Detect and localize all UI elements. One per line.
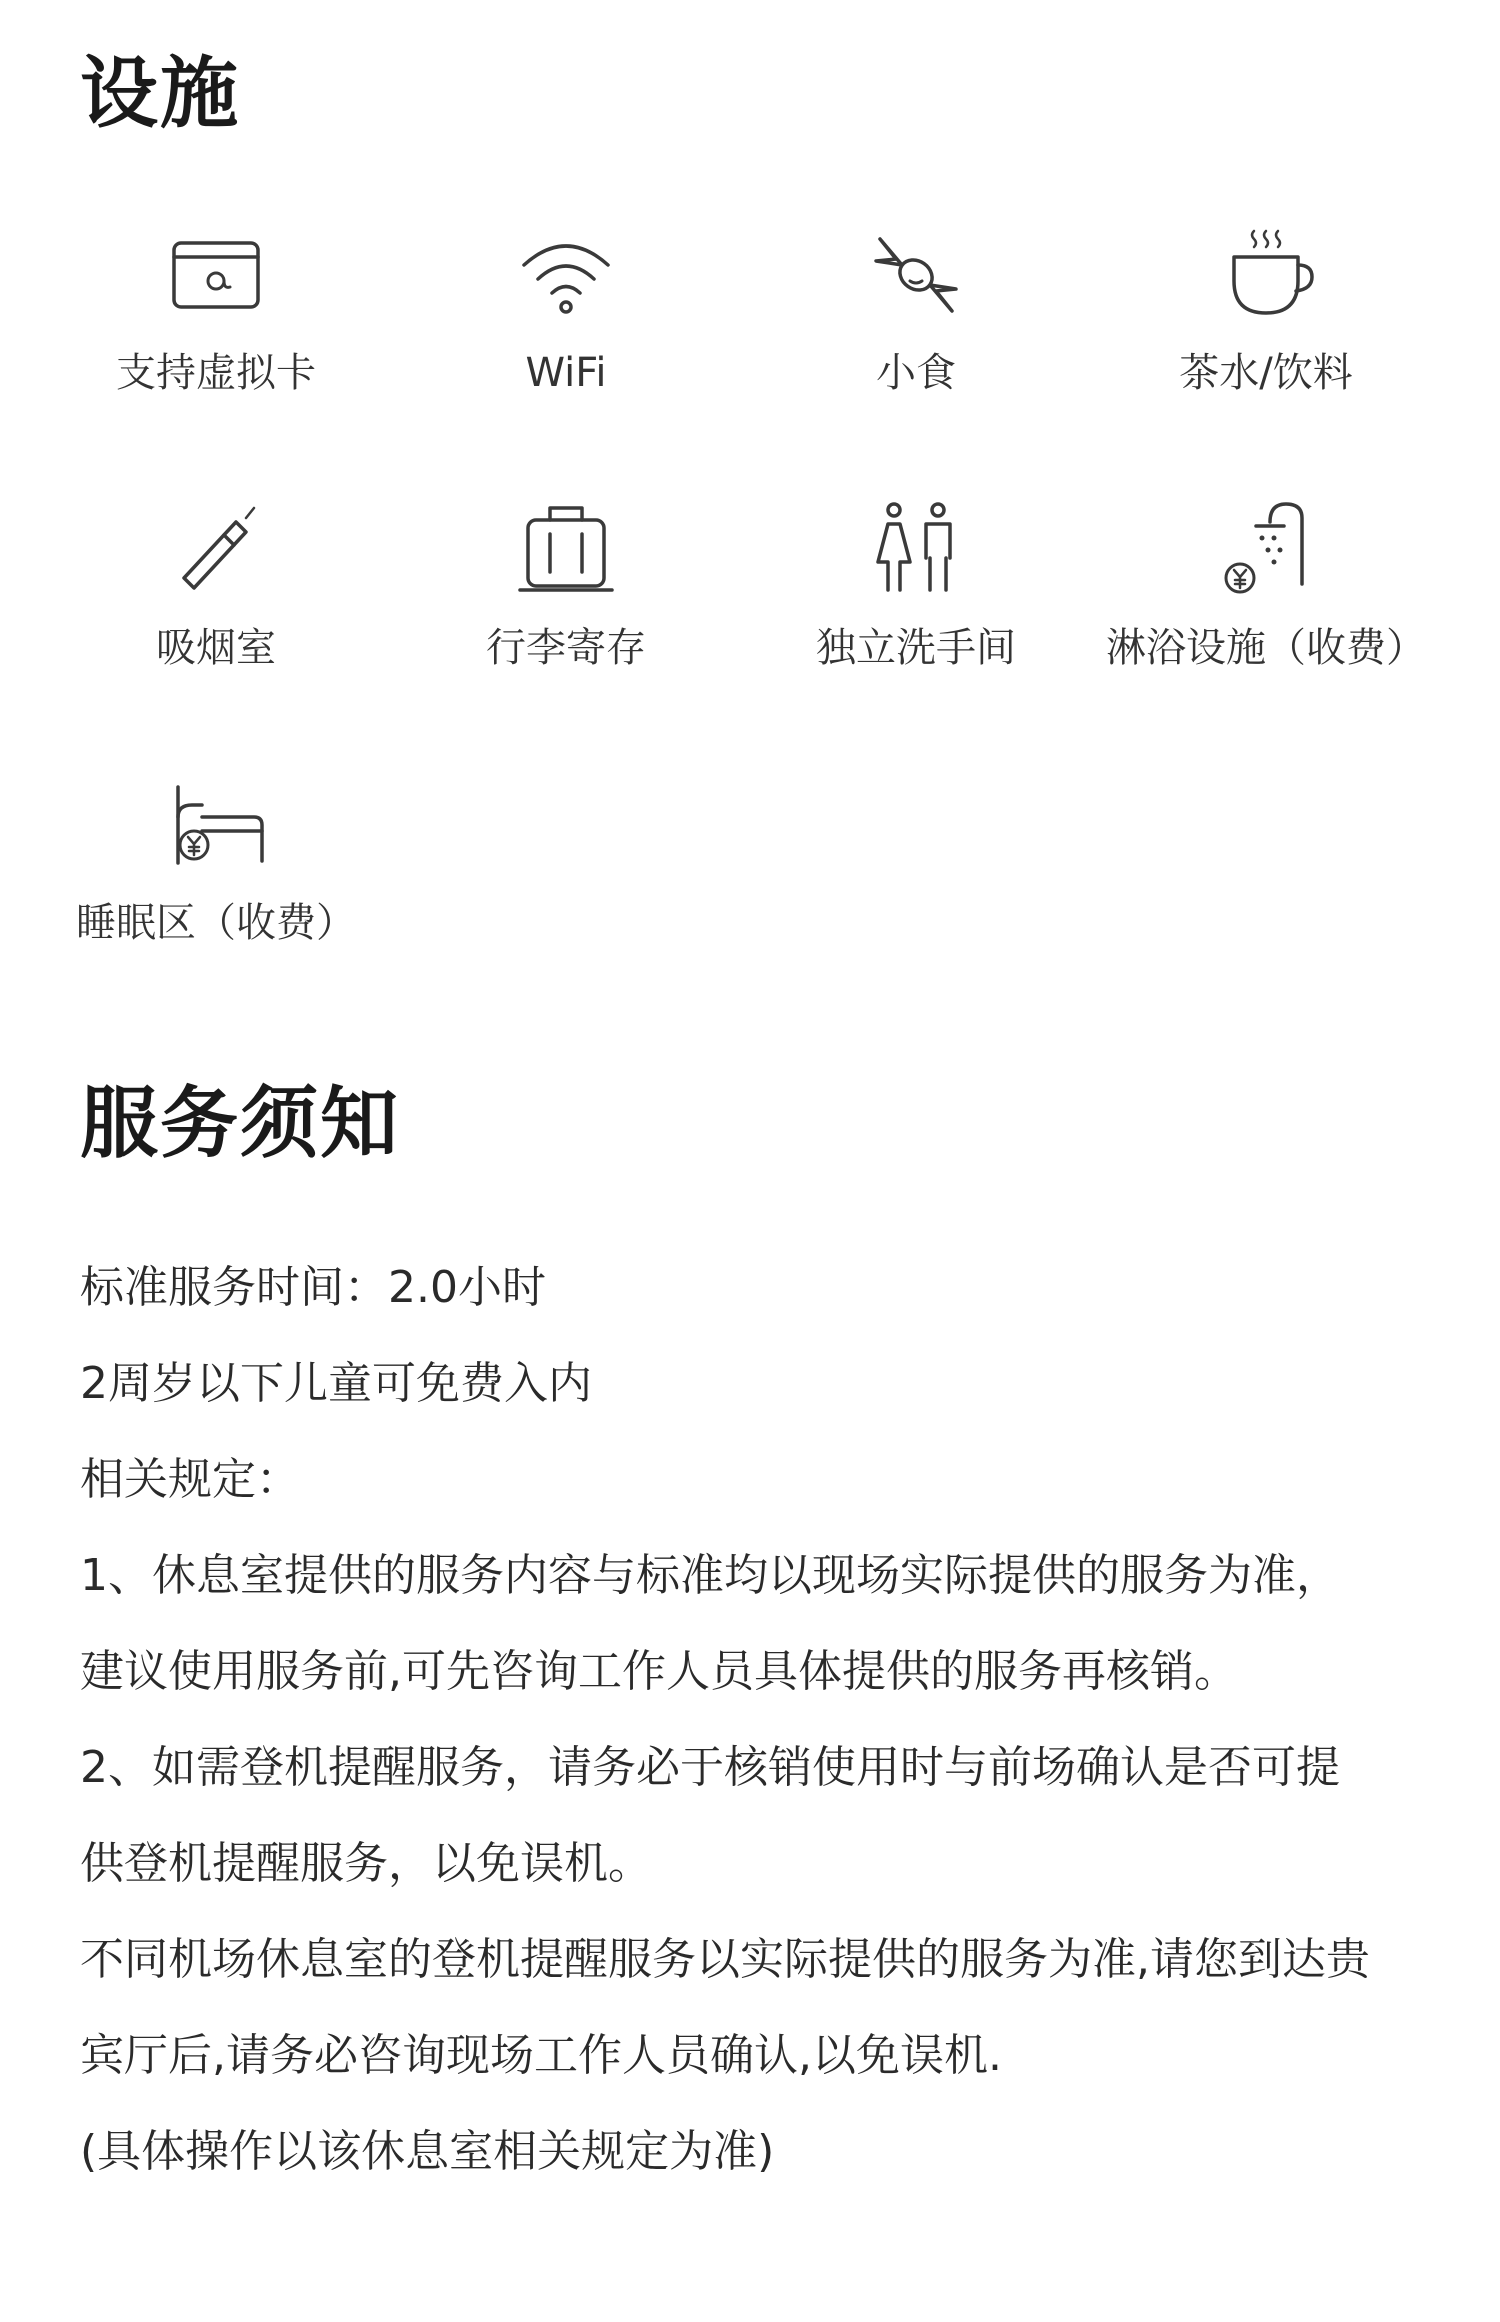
facility-label: 行李寄存	[486, 625, 646, 671]
restroom-icon	[866, 500, 966, 600]
cigarette-icon	[166, 500, 266, 600]
luggage-icon	[516, 500, 616, 600]
facility-tea	[1090, 225, 1442, 397]
service-notice-title: 服务须知	[80, 1079, 401, 1169]
snack-candy-icon	[866, 225, 966, 325]
facility-luggage	[390, 500, 742, 672]
facility-label: WiFi	[525, 350, 607, 396]
tea-cup-icon	[1216, 225, 1316, 325]
facility-label: 睡眠区（收费）	[76, 900, 356, 946]
facility-restroom	[740, 500, 1092, 672]
notice-rule-2: 2、如需登机提醒服务，请务必于核销使用时与前场确认是否可提供登机提醒服务，以免误机。	[80, 1742, 1340, 1889]
facility-wifi	[390, 225, 742, 397]
facility-label: 淋浴设施（收费）	[1106, 625, 1426, 671]
notice-service-time: 标准服务时间：2.0小时	[80, 1262, 546, 1313]
facility-label: 独立洗手间	[816, 625, 1016, 671]
facility-sleep-area	[40, 775, 392, 947]
wifi-icon	[516, 225, 616, 325]
facility-label: 支持虚拟卡	[116, 350, 316, 396]
facility-snack	[740, 225, 1092, 397]
virtual-card-icon	[166, 225, 266, 325]
facility-shower	[1090, 500, 1442, 672]
notice-rules-heading: 相关规定：	[80, 1454, 300, 1505]
notice-rule-1: 1、休息室提供的服务内容与标准均以现场实际提供的服务为准，建议使用服务前,可先咨询工作人员具体提供的服务再核销。	[80, 1550, 1340, 1697]
facility-label: 茶水/饮料	[1179, 350, 1353, 396]
bed-paid-icon	[166, 775, 266, 875]
facility-label: 吸烟室	[156, 625, 276, 671]
notice-children-free: 2周岁以下儿童可免费入内	[80, 1358, 592, 1409]
facility-virtual-card	[40, 225, 392, 397]
notice-boarding-reminder: 不同机场休息室的登机提醒服务以实际提供的服务为准,请您到达贵宾厅后,请务必咨询现场工作人员确认,以免误机.	[80, 1934, 1370, 2081]
shower-paid-icon	[1216, 500, 1316, 600]
facility-smoking-room	[40, 500, 392, 672]
facilities-title: 设施	[80, 49, 241, 139]
facility-label: 小食	[876, 350, 956, 396]
notice-footnote: (具体操作以该休息室相关规定为准)	[80, 2126, 775, 2177]
service-notice-body	[80, 1240, 1420, 2200]
